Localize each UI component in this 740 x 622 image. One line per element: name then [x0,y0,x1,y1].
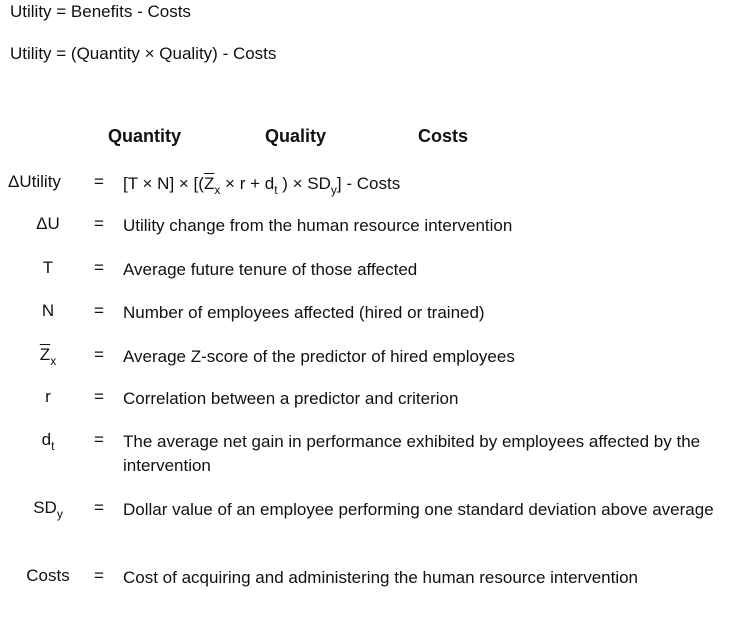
definition-equals: = [94,258,104,277]
definition-equals: = [94,566,104,585]
main-equation-equals: = [94,172,104,191]
definition-equals: = [94,387,104,406]
definition-symbol: $SD_y$ [33,498,63,521]
definition-text: Average Z-score of the predictor of hired employees [123,347,515,366]
main-equation-symbol: ΔUtility [8,172,61,191]
definition-text: The average net gain in performance exhibited by employees affected by the intervention [123,432,701,475]
definition-symbol: N [41,301,55,320]
definition-equals: = [94,430,104,449]
definition-equals: = [94,301,104,320]
definition-symbol: T [42,258,54,277]
header-costs: Costs [418,126,469,146]
definition-equals: = [94,498,104,517]
definition-text: Correlation between a predictor and criterion [123,389,459,408]
definition-symbol: r [45,387,51,406]
main-equation-expression: $[T \times N] \times [(\overline{Z}_x \times r + d_t$ ) × $SD_y$] - Costs [123,174,401,197]
definition-equals: = [94,214,104,233]
definition-text: Average future tenure of those affected [123,260,418,279]
definition-symbol: Costs [26,566,70,585]
header-quality: Quality [265,126,327,146]
definition-text: Dollar value of an employee performing one standard deviation above average [123,500,714,519]
definition-text: Number of employees affected (hired or trained) [123,303,485,322]
definition-symbol: $d_t$ [41,430,55,453]
definition-equals: = [94,345,104,364]
utility-formula-basic: Utility = Benefits - Costs [10,2,191,21]
utility-formula-expanded: Utility = (Quantity × Quality) - Costs [10,44,277,63]
header-quantity: Quantity [108,126,182,146]
definition-symbol: ΔU [36,214,60,233]
definition-symbol: $\overline{Z}_x$ [39,345,57,368]
definition-text: Utility change from the human resource intervention [123,216,513,235]
definition-text: Cost of acquiring and administering the human resource intervention [123,568,639,587]
